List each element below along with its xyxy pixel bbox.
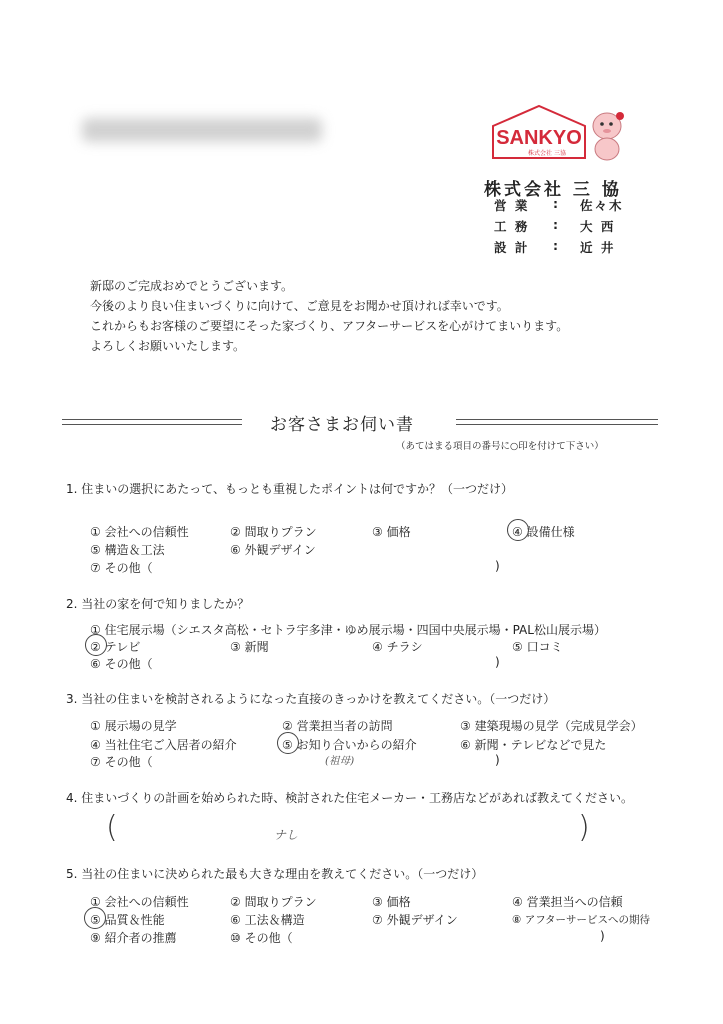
q3-handwritten-note: (祖母) xyxy=(325,755,355,767)
staff-name-0: 佐々木 xyxy=(580,198,624,213)
form-note: （あてはまる項目の番号に○印を付けて下さい） xyxy=(396,441,604,452)
title-rule-left xyxy=(62,419,242,425)
q1-option-3[interactable]: ③ 価格 xyxy=(372,525,411,539)
q1-option-1[interactable]: ① 会社への信頼性 xyxy=(90,525,189,539)
title-rule-right xyxy=(456,419,658,425)
q2-option-2[interactable]: ② テレビ xyxy=(90,640,141,654)
q5-option-1[interactable]: ① 会社への信頼性 xyxy=(90,895,189,909)
q2-option-4[interactable]: ④ チラシ xyxy=(372,640,423,654)
logo-sub: 株式会社 三協 xyxy=(528,150,566,157)
intro-line-2: これからもお客様のご要望にそった家づくり、アフターサービスを心がけてまいります。 xyxy=(90,319,569,333)
q1-option-7[interactable]: ⑦ その他（ xyxy=(90,561,153,575)
q3-option-7[interactable]: ⑦ その他（ xyxy=(90,755,153,769)
q4-close-bracket: ) xyxy=(578,810,590,845)
q4-text: 4. 住まいづくりの計画を始められた時、検討された住宅メーカー・工務店などがあれば教えてください。 xyxy=(66,791,634,805)
company-name: 株式会社 三 協 xyxy=(484,180,622,200)
q2-selected-circle xyxy=(85,634,107,656)
q4-answer[interactable]: ナし xyxy=(274,828,299,842)
q1-text: 1. 住まいの選択にあたって、もっとも重視したポイントは何ですか？（一つだけ） xyxy=(66,482,514,496)
q5-option-8[interactable]: ⑧ アフターサービスへの期待 xyxy=(512,914,651,926)
q1-option-2[interactable]: ② 間取りプラン xyxy=(230,525,317,539)
staff-role-1: 工 務 xyxy=(494,219,530,234)
q5-selected-circle xyxy=(84,907,106,929)
form-title: お客さまお伺い書 xyxy=(270,415,414,435)
staff-sep-2: : xyxy=(553,238,560,253)
staff-name-2: 近 井 xyxy=(580,240,616,255)
staff-role-0: 営 業 xyxy=(494,198,530,213)
q3-text: 3. 当社の住まいを検討されるようになった直接のきっかけを教えてください。（一つだけ） xyxy=(66,692,556,706)
q1-option-4[interactable]: ④ 設備仕様 xyxy=(512,525,575,539)
q2-close: ) xyxy=(495,655,500,669)
intro-line-1: 今後のより良い住まいづくりに向けて、ご意見をお聞かせ頂ければ幸いです。 xyxy=(90,299,509,313)
q2-option-5[interactable]: ⑤ 口コミ xyxy=(512,640,563,654)
q3-option-3[interactable]: ③ 建築現場の見学（完成見学会） xyxy=(460,719,643,733)
q2-option-6[interactable]: ⑥ その他（ xyxy=(90,657,153,671)
q2-option-1[interactable]: ① 住宅展示場（シエスタ高松・セトラ宇多津・ゆめ展示場・四国中央展示場・PAL松山展示場） xyxy=(90,623,606,637)
q3-option-2[interactable]: ② 営業担当者の訪問 xyxy=(282,719,393,733)
q5-text: 5. 当社の住まいに決められた最も大きな理由を教えてください。（一つだけ） xyxy=(66,867,484,881)
q3-option-5[interactable]: ⑤ お知り合いからの紹介 xyxy=(282,738,417,752)
q3-option-1[interactable]: ① 展示場の見学 xyxy=(90,719,177,733)
q3-option-6[interactable]: ⑥ 新聞・テレビなどで見た xyxy=(460,738,607,752)
mascot-icon xyxy=(593,112,624,160)
q1-selected-circle xyxy=(507,519,529,541)
logo-brand: SANKYO xyxy=(496,127,582,149)
q4-open-bracket: ( xyxy=(106,810,118,845)
q5-option-6[interactable]: ⑥ 工法＆構造 xyxy=(230,913,305,927)
q3-selected-circle xyxy=(277,732,299,754)
q5-option-3[interactable]: ③ 価格 xyxy=(372,895,411,909)
staff-name-1: 大 西 xyxy=(580,219,616,234)
q5-option-2[interactable]: ② 間取りプラン xyxy=(230,895,317,909)
staff-role-2: 設 計 xyxy=(494,240,530,255)
redacted-addressee xyxy=(82,118,322,142)
sankyo-logo xyxy=(487,102,627,164)
q1-option-5[interactable]: ⑤ 構造＆工法 xyxy=(90,543,165,557)
staff-sep-0: : xyxy=(553,196,560,211)
intro-line-0: 新邸のご完成おめでとうございます。 xyxy=(90,279,294,293)
q5-close: ) xyxy=(600,929,605,943)
q5-option-4[interactable]: ④ 営業担当への信頼 xyxy=(512,895,623,909)
q3-close: ) xyxy=(495,753,500,767)
q5-option-7[interactable]: ⑦ 外観デザイン xyxy=(372,913,458,927)
q1-close: ) xyxy=(495,559,500,573)
q5-option-9[interactable]: ⑨ 紹介者の推薦 xyxy=(90,931,177,945)
q1-option-6[interactable]: ⑥ 外観デザイン xyxy=(230,543,316,557)
staff-sep-1: : xyxy=(553,217,560,232)
intro-line-3: よろしくお願いいたします。 xyxy=(90,339,246,353)
q2-text: 2. 当社の家を何で知りましたか？ xyxy=(66,597,250,611)
q3-option-4[interactable]: ④ 当社住宅ご入居者の紹介 xyxy=(90,738,237,752)
q2-option-3[interactable]: ③ 新聞 xyxy=(230,640,269,654)
q5-option-10[interactable]: ⑩ その他（ xyxy=(230,931,293,945)
q5-option-5[interactable]: ⑤ 品質＆性能 xyxy=(90,913,165,927)
